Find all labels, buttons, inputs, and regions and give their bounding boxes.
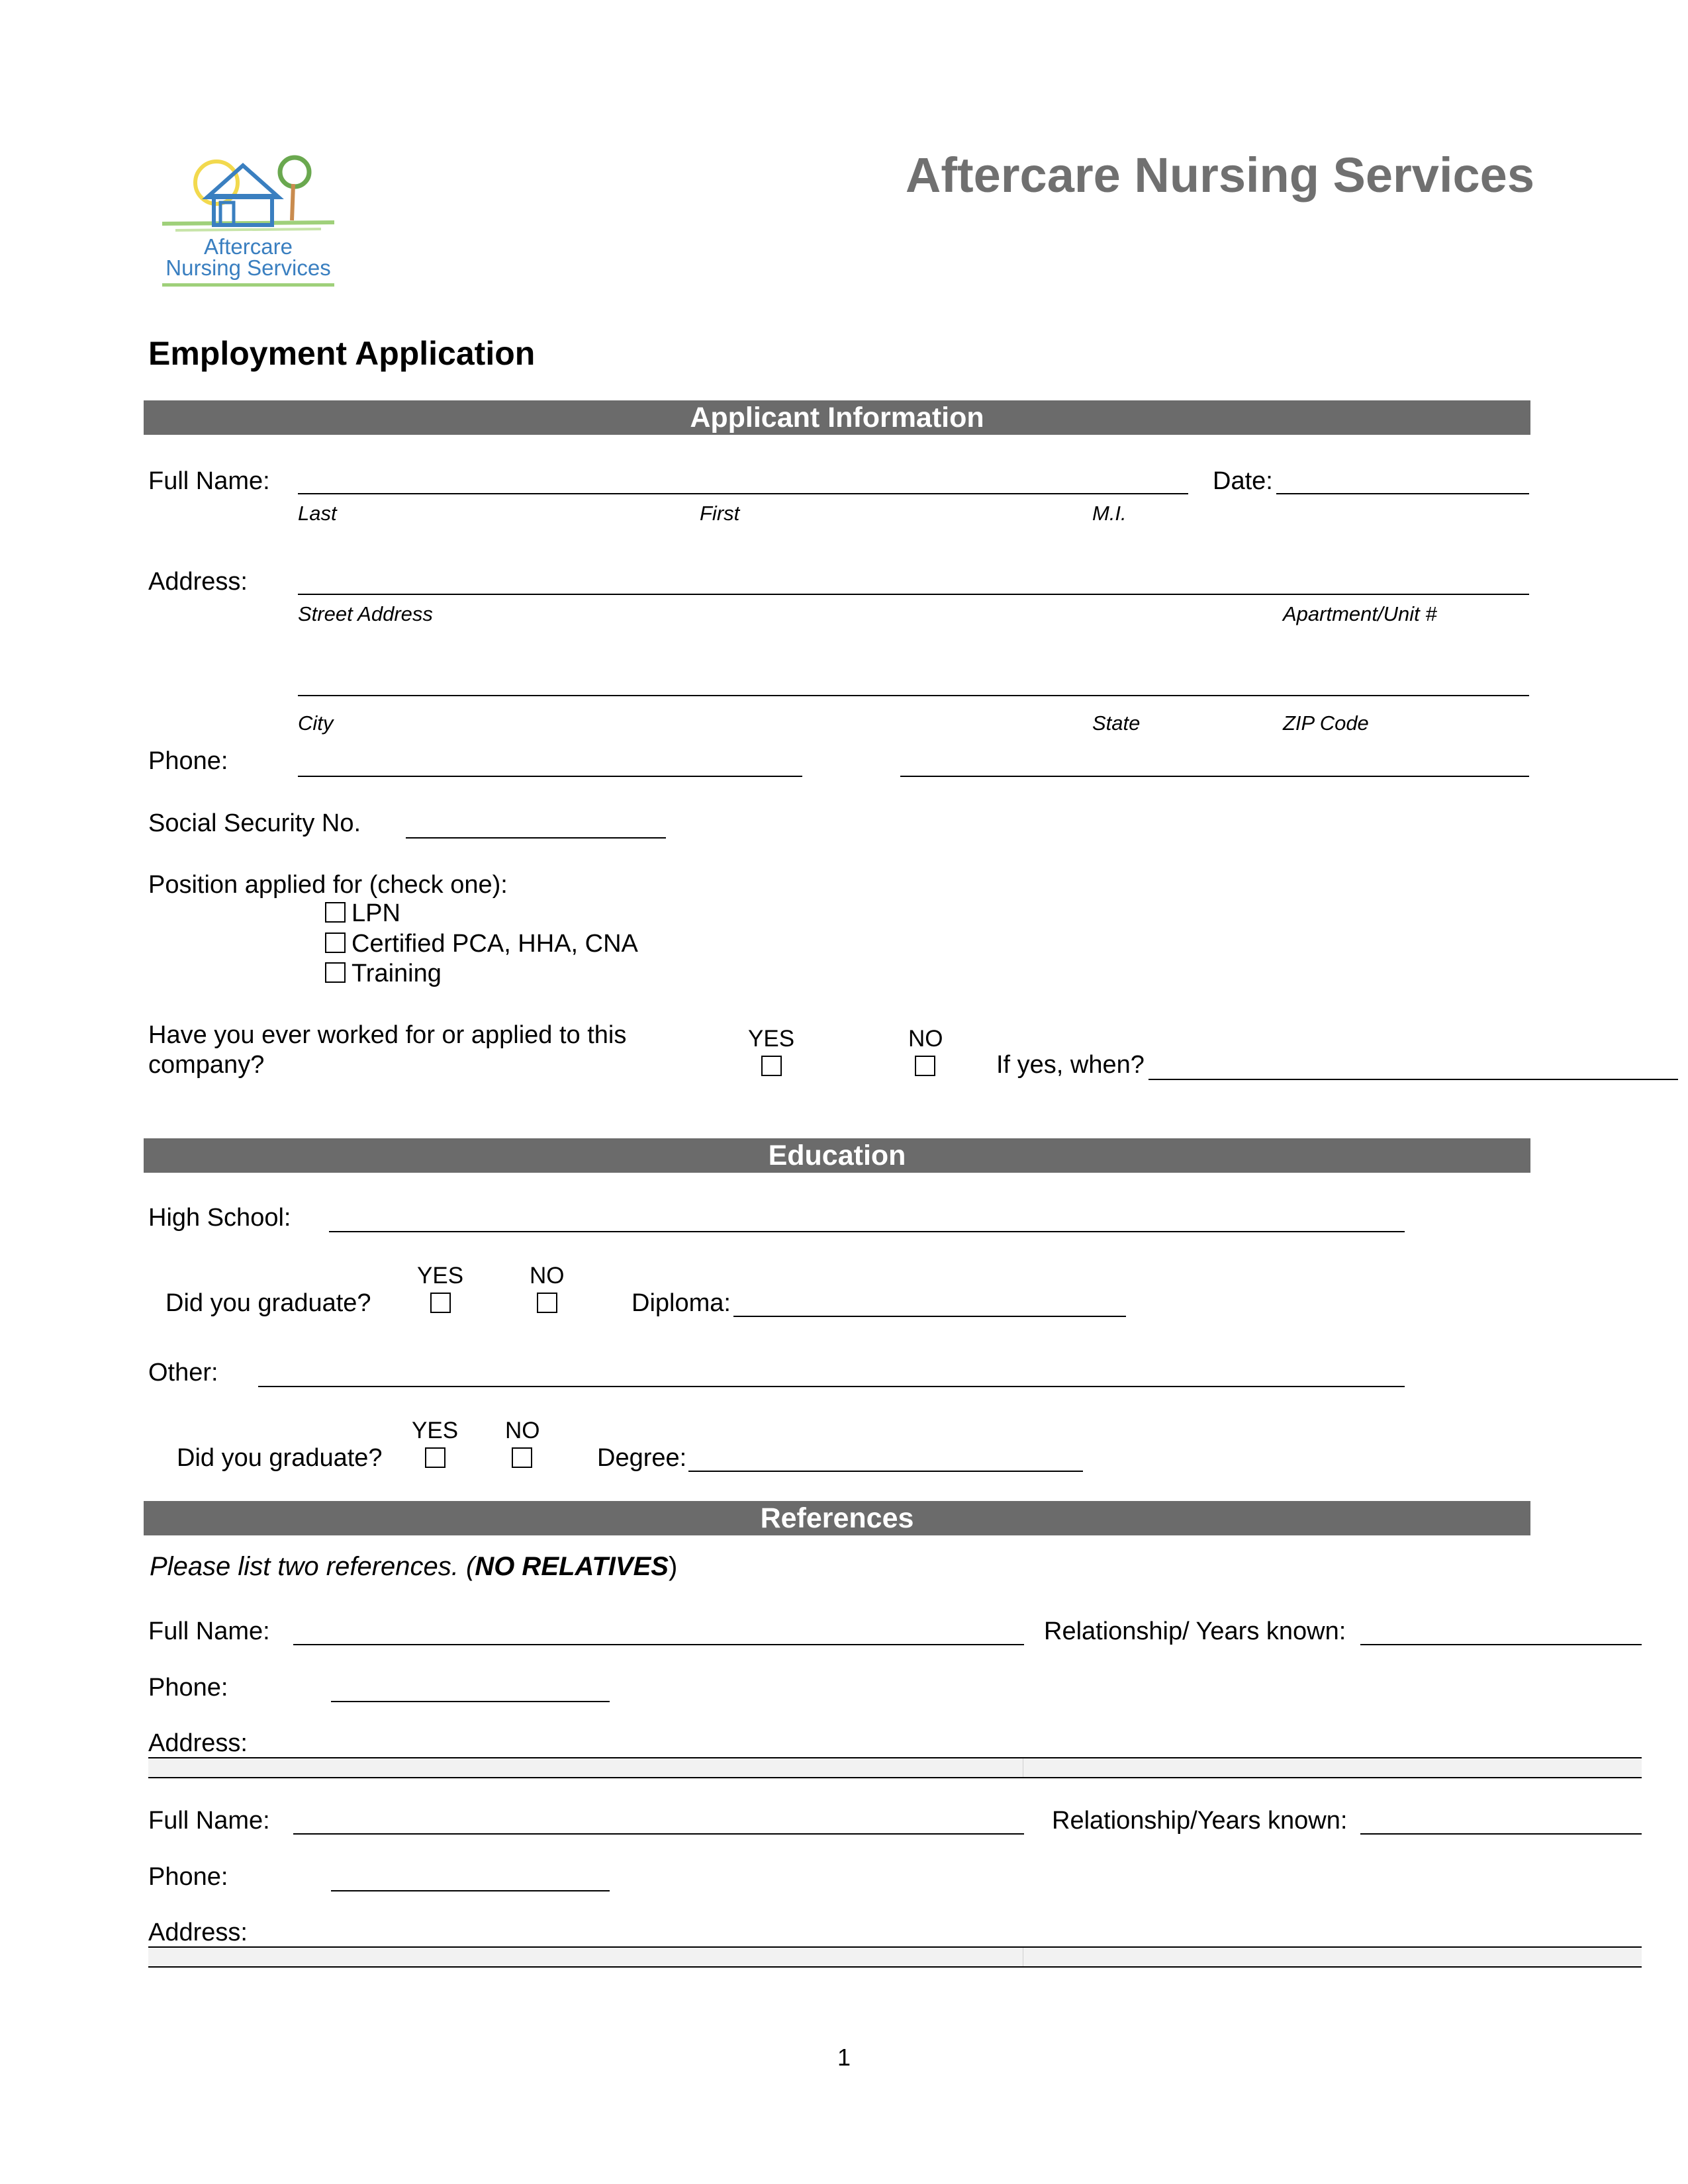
other-no-label: NO bbox=[505, 1418, 540, 1443]
name-part-first: First bbox=[700, 502, 740, 525]
section-bar-applicant: Applicant Information bbox=[144, 400, 1530, 435]
hs-yes-label: YES bbox=[417, 1263, 464, 1289]
ref2-phone-label: Phone: bbox=[148, 1863, 228, 1891]
degree-field[interactable] bbox=[688, 1471, 1083, 1472]
degree-label: Degree: bbox=[597, 1444, 687, 1472]
date-field[interactable] bbox=[1276, 493, 1529, 494]
phone-field-2[interactable] bbox=[900, 776, 1529, 777]
address-label: Address: bbox=[148, 568, 248, 596]
worked-yes-label: YES bbox=[748, 1026, 795, 1052]
if-yes-when-field[interactable] bbox=[1149, 1079, 1678, 1080]
position-pca-checkbox[interactable] bbox=[325, 933, 346, 953]
page-number: 1 bbox=[837, 2044, 851, 2071]
ssn-label: Social Security No. bbox=[148, 809, 361, 837]
ref2-relationship-field[interactable] bbox=[1360, 1833, 1642, 1835]
ref1-full-name-field[interactable] bbox=[293, 1644, 1024, 1645]
other-yes-label: YES bbox=[412, 1418, 459, 1443]
high-school-field[interactable] bbox=[329, 1231, 1405, 1232]
logo-text-line2: Nursing Services bbox=[165, 255, 331, 280]
street-address-sublabel: Street Address bbox=[298, 602, 433, 625]
phone-label: Phone: bbox=[148, 747, 228, 775]
form-title: Employment Application bbox=[148, 335, 536, 372]
ref2-phone-field[interactable] bbox=[331, 1890, 610, 1891]
position-lpn-checkbox[interactable] bbox=[325, 902, 346, 923]
logo-underline bbox=[162, 283, 334, 287]
if-yes-when-label: If yes, when? bbox=[996, 1051, 1145, 1079]
ref1-phone-label: Phone: bbox=[148, 1674, 228, 1702]
worked-yes-checkbox[interactable] bbox=[761, 1056, 782, 1076]
position-training-label: Training bbox=[352, 960, 442, 987]
ssn-field[interactable] bbox=[406, 837, 666, 839]
logo-text-line1: Aftercare bbox=[204, 234, 293, 259]
position-pca-label: Certified PCA, HHA, CNA bbox=[352, 930, 638, 958]
name-part-last: Last bbox=[298, 502, 337, 525]
full-name-label: Full Name: bbox=[148, 467, 270, 495]
section-bar-education: Education bbox=[144, 1138, 1530, 1173]
ref1-relationship-field[interactable] bbox=[1360, 1644, 1642, 1645]
hs-yes-checkbox[interactable] bbox=[430, 1293, 451, 1313]
ref1-phone-field[interactable] bbox=[331, 1701, 610, 1702]
position-label: Position applied for (check one): bbox=[148, 871, 508, 899]
instruction-prefix: Please list two references. ( bbox=[150, 1552, 475, 1581]
references-instruction bbox=[150, 1551, 677, 1582]
worked-no-checkbox[interactable] bbox=[915, 1056, 935, 1076]
zip-sublabel: ZIP Code bbox=[1283, 711, 1369, 735]
worked-question-line1: Have you ever worked for or applied to this bbox=[148, 1021, 627, 1049]
worked-question-line2: company? bbox=[148, 1051, 265, 1079]
company-name: Aftercare Nursing Services bbox=[905, 148, 1534, 203]
city-state-zip-field[interactable] bbox=[298, 695, 1529, 696]
section-bar-references: References bbox=[144, 1501, 1530, 1535]
worked-no-label: NO bbox=[908, 1026, 943, 1052]
ref2-address-row-2[interactable] bbox=[148, 1948, 1642, 1968]
other-yes-checkbox[interactable] bbox=[425, 1447, 445, 1468]
ref1-address-row-2[interactable] bbox=[148, 1758, 1642, 1778]
date-label: Date: bbox=[1213, 467, 1273, 495]
high-school-label: High School: bbox=[148, 1204, 291, 1232]
no-relatives-emphasis: NO RELATIVES bbox=[475, 1552, 669, 1581]
position-lpn-label: LPN bbox=[352, 899, 400, 927]
other-school-field[interactable] bbox=[258, 1386, 1405, 1387]
city-sublabel: City bbox=[298, 711, 334, 735]
hs-no-label: NO bbox=[530, 1263, 565, 1289]
ref1-full-name-label: Full Name: bbox=[148, 1617, 270, 1645]
state-sublabel: State bbox=[1092, 711, 1141, 735]
ref2-full-name-label: Full Name: bbox=[148, 1807, 270, 1835]
diploma-field[interactable] bbox=[733, 1316, 1126, 1317]
other-graduate-label: Did you graduate? bbox=[177, 1444, 383, 1472]
phone-field-1[interactable] bbox=[298, 776, 802, 777]
hs-graduate-label: Did you graduate? bbox=[165, 1289, 371, 1317]
ref2-address-label: Address: bbox=[148, 1919, 248, 1946]
instruction-suffix: ) bbox=[668, 1552, 678, 1581]
ref2-full-name-field[interactable] bbox=[293, 1833, 1024, 1835]
name-part-mi: M.I. bbox=[1092, 502, 1127, 525]
ref2-relationship-label: Relationship/Years known: bbox=[1052, 1807, 1348, 1835]
full-name-field[interactable] bbox=[298, 493, 1188, 494]
diploma-label: Diploma: bbox=[632, 1289, 731, 1317]
apartment-sublabel: Apartment/Unit # bbox=[1283, 602, 1437, 625]
other-no-checkbox[interactable] bbox=[512, 1447, 532, 1468]
other-label: Other: bbox=[148, 1359, 218, 1387]
street-address-field[interactable] bbox=[298, 594, 1529, 595]
hs-no-checkbox[interactable] bbox=[537, 1293, 557, 1313]
ref1-relationship-label: Relationship/ Years known: bbox=[1044, 1617, 1346, 1645]
position-training-checkbox[interactable] bbox=[325, 962, 346, 983]
company-logo bbox=[156, 151, 341, 296]
ref1-address-label: Address: bbox=[148, 1729, 248, 1757]
